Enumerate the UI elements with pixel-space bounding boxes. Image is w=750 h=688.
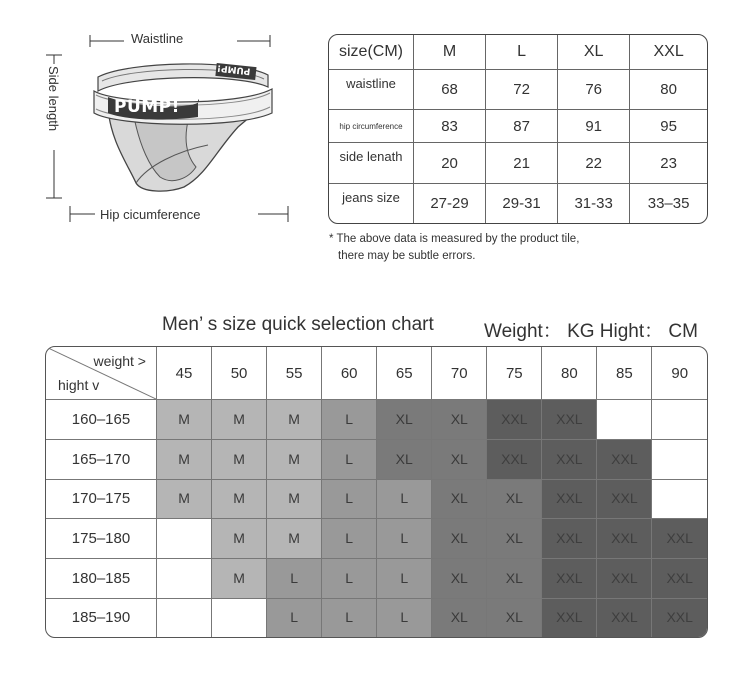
size-cell	[377, 400, 432, 440]
header-cell: XXL	[630, 35, 707, 69]
table-row	[329, 69, 707, 110]
size-cell	[652, 439, 707, 479]
size-cell	[267, 519, 322, 559]
size-value: L	[400, 490, 409, 507]
size-cell	[487, 400, 542, 440]
size-cell	[432, 439, 487, 479]
cell: 91	[558, 110, 630, 143]
corner-cell	[46, 347, 157, 400]
measurement-note	[329, 231, 579, 265]
size-cell	[542, 400, 597, 440]
size-value: M	[288, 490, 300, 507]
weight-header-cell: 80	[542, 347, 597, 400]
size-cell	[322, 598, 377, 637]
size-value: XXL	[556, 490, 583, 507]
size-cell	[322, 519, 377, 559]
table-row	[46, 439, 707, 479]
table-row	[46, 598, 707, 637]
size-cell	[267, 559, 322, 599]
size-value: M	[233, 410, 245, 427]
size-value: XL	[450, 410, 468, 427]
size-value: M	[288, 410, 300, 427]
note-line-1: * The above data is measured by the product tile,	[329, 233, 580, 245]
size-cell	[212, 400, 267, 440]
size-value: XL	[505, 530, 523, 547]
weight-header-cell: 60	[322, 347, 377, 400]
size-value: L	[345, 490, 354, 507]
header-cell: size(CM)	[329, 35, 414, 69]
header-cell: L	[486, 35, 558, 69]
table-row	[329, 143, 707, 184]
size-value: L	[400, 609, 409, 626]
cell: 22	[558, 143, 630, 184]
chart-units: Weight： KG Hight： CM	[484, 321, 698, 342]
size-cell	[432, 400, 487, 440]
size-value: M	[178, 450, 190, 467]
chart-title: Men’ s size quick selection chart	[162, 314, 434, 335]
size-value: M	[233, 530, 245, 547]
size-value: XL	[450, 569, 468, 586]
row-label: side lenath	[329, 143, 414, 184]
size-value: XL	[505, 609, 523, 626]
table-row	[46, 519, 707, 559]
brand-logo: PUMP!	[114, 97, 180, 117]
size-cell	[377, 479, 432, 519]
size-cell	[212, 598, 267, 637]
size-value: M	[233, 569, 245, 586]
waistline-label: Waistline	[131, 31, 184, 46]
size-value: XXL	[556, 609, 583, 626]
cell: 76	[558, 69, 630, 110]
size-cell	[432, 559, 487, 599]
size-cell	[212, 519, 267, 559]
size-value: L	[345, 450, 354, 467]
weight-header-cell: 50	[212, 347, 267, 400]
size-value: XXL	[556, 530, 583, 547]
size-cell	[542, 559, 597, 599]
product-diagram	[0, 0, 310, 240]
size-cell	[432, 598, 487, 637]
weight-header-cell: 75	[487, 347, 542, 400]
size-cell	[542, 439, 597, 479]
size-value: XXL	[611, 569, 638, 586]
side-length-label: Side length	[46, 66, 61, 132]
size-cell	[542, 479, 597, 519]
size-cell	[322, 559, 377, 599]
row-label: jeans size	[329, 183, 414, 223]
size-value: L	[345, 410, 354, 427]
size-value: XXL	[611, 450, 638, 467]
size-value: XXL	[666, 530, 693, 547]
cell: 21	[486, 143, 558, 184]
size-value: XL	[450, 450, 468, 467]
table-row	[46, 559, 707, 599]
weight-header-cell: 85	[597, 347, 652, 400]
size-cell	[377, 598, 432, 637]
table-row	[329, 183, 707, 223]
header-cell: XL	[558, 35, 630, 69]
table-row	[46, 400, 707, 440]
height-range-cell: 165–170	[46, 439, 157, 479]
size-cell	[652, 519, 707, 559]
size-cell	[377, 559, 432, 599]
size-cell	[267, 598, 322, 637]
size-cell	[322, 439, 377, 479]
weight-header-cell: 55	[267, 347, 322, 400]
size-value: XXL	[666, 569, 693, 586]
height-range-cell: 160–165	[46, 400, 157, 440]
cell: 95	[630, 110, 707, 143]
size-cell	[157, 519, 212, 559]
cell: 87	[486, 110, 558, 143]
cell: 33–35	[630, 183, 707, 223]
table-row	[46, 479, 707, 519]
size-value: L	[345, 530, 354, 547]
size-value: XL	[450, 609, 468, 626]
size-cell	[487, 559, 542, 599]
weight-axis-label: weight >	[93, 353, 146, 369]
cell: 20	[414, 143, 486, 184]
size-value: L	[345, 569, 354, 586]
size-value: XXL	[556, 410, 583, 427]
size-cell	[157, 400, 212, 440]
size-cell	[157, 439, 212, 479]
size-value: XL	[450, 530, 468, 547]
size-cell	[212, 559, 267, 599]
cell: 83	[414, 110, 486, 143]
size-value: XL	[450, 490, 468, 507]
size-value: L	[290, 569, 299, 586]
size-cell	[487, 439, 542, 479]
size-value: L	[400, 530, 409, 547]
size-value: XXL	[556, 569, 583, 586]
size-cell	[267, 479, 322, 519]
size-cell	[267, 400, 322, 440]
height-axis-label: hight v	[58, 377, 100, 393]
size-cell	[652, 479, 707, 519]
cell: 80	[630, 69, 707, 110]
size-value: XXL	[611, 609, 638, 626]
header-cell: M	[414, 35, 486, 69]
size-cell	[432, 519, 487, 559]
size-value: XL	[505, 490, 523, 507]
size-cell	[597, 559, 652, 599]
weight-header-row	[46, 347, 707, 400]
weight-header-cell: 90	[652, 347, 707, 400]
size-cell	[377, 519, 432, 559]
size-cell	[597, 598, 652, 637]
weight-header-cell: 70	[432, 347, 487, 400]
cell: 31-33	[558, 183, 630, 223]
size-value: XXL	[666, 609, 693, 626]
size-cell	[322, 400, 377, 440]
size-cell	[652, 559, 707, 599]
height-range-cell: 185–190	[46, 598, 157, 637]
size-cell	[377, 439, 432, 479]
size-value: M	[178, 410, 190, 427]
size-table-header	[329, 35, 707, 69]
size-value: L	[345, 609, 354, 626]
jockstrap-illustration	[88, 55, 278, 200]
size-value: XXL	[501, 450, 528, 467]
size-cell	[597, 519, 652, 559]
size-cell	[157, 598, 212, 637]
size-value: M	[233, 450, 245, 467]
size-value: L	[290, 609, 299, 626]
size-cell	[212, 439, 267, 479]
row-label: hip circumference	[329, 110, 414, 143]
brand-logo-back: PUMP!	[216, 62, 251, 76]
height-range-cell: 175–180	[46, 519, 157, 559]
size-table	[328, 34, 708, 224]
size-value: M	[288, 450, 300, 467]
height-range-cell: 170–175	[46, 479, 157, 519]
size-value: XXL	[611, 490, 638, 507]
size-cell	[487, 519, 542, 559]
cell: 27-29	[414, 183, 486, 223]
size-cell	[267, 439, 322, 479]
note-line-2: there may be subtle errors.	[338, 250, 476, 262]
size-cell	[157, 479, 212, 519]
size-cell	[597, 479, 652, 519]
size-value: XL	[395, 450, 413, 467]
table-row	[329, 110, 707, 143]
cell: 23	[630, 143, 707, 184]
size-cell	[157, 559, 212, 599]
size-value: L	[400, 569, 409, 586]
weight-header-cell: 65	[377, 347, 432, 400]
size-value: XXL	[556, 450, 583, 467]
hip-circumference-label: Hip cicumference	[100, 207, 201, 222]
size-cell	[487, 598, 542, 637]
size-cell	[212, 479, 267, 519]
size-cell	[542, 598, 597, 637]
size-value: M	[233, 490, 245, 507]
size-value: M	[178, 490, 190, 507]
size-value: XL	[395, 410, 413, 427]
size-value: XL	[505, 569, 523, 586]
size-value: XXL	[501, 410, 528, 427]
size-cell	[597, 400, 652, 440]
size-value: M	[288, 530, 300, 547]
cell: 29-31	[486, 183, 558, 223]
size-cell	[542, 519, 597, 559]
height-range-cell: 180–185	[46, 559, 157, 599]
row-label: waistline	[329, 69, 414, 110]
size-cell	[487, 479, 542, 519]
size-quick-selection-table	[45, 346, 708, 638]
weight-header-cell: 45	[157, 347, 212, 400]
size-cell	[652, 400, 707, 440]
size-value: XXL	[611, 530, 638, 547]
size-cell	[432, 479, 487, 519]
size-cell	[322, 479, 377, 519]
size-cell	[652, 598, 707, 637]
cell: 72	[486, 69, 558, 110]
cell: 68	[414, 69, 486, 110]
size-cell	[597, 439, 652, 479]
